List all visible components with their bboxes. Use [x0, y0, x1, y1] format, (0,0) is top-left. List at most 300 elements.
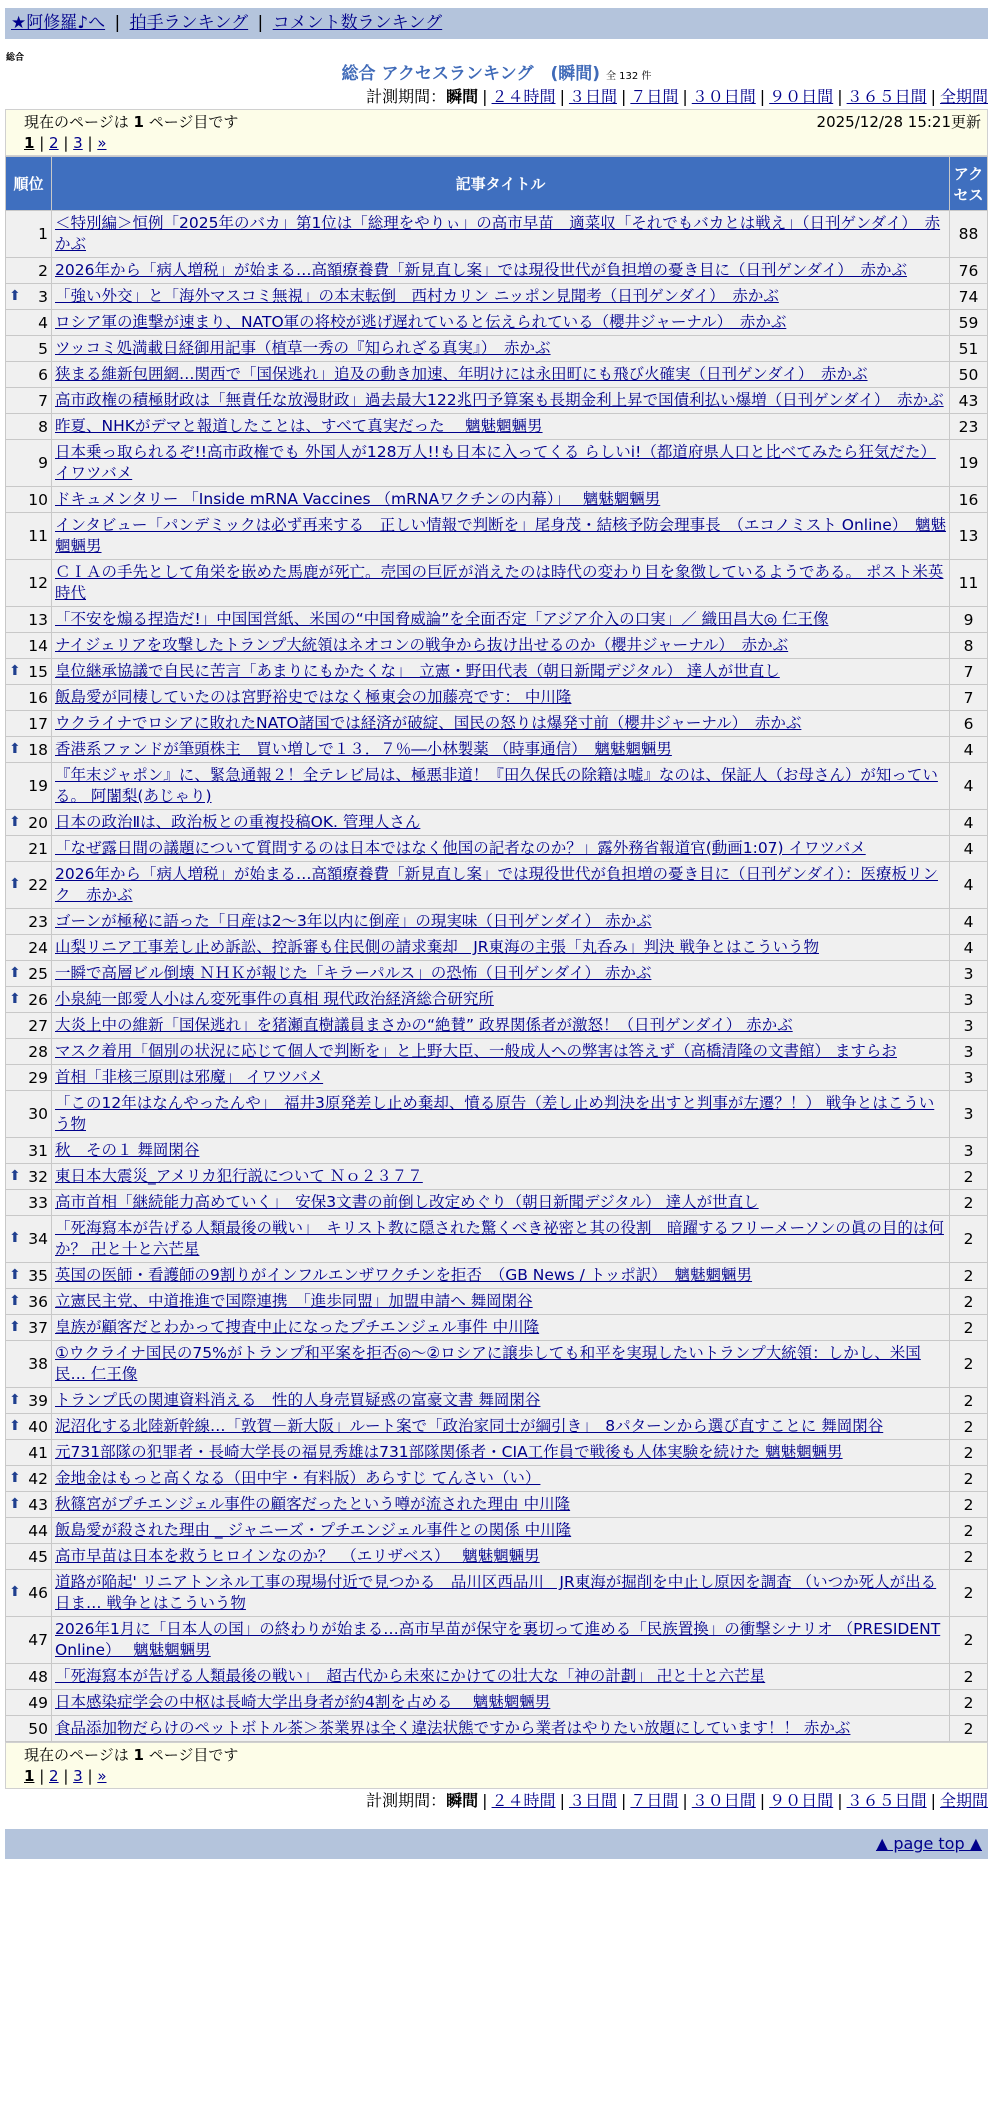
- rank-cell: [6, 810, 52, 836]
- article-link[interactable]: 香港系ファンドが筆頭株主 買い増しで１３．７％―小林製薬 （時事通信） 魑魅魍魎男: [55, 740, 672, 758]
- article-link[interactable]: 食品添加物だらけのペットボトル茶＞茶業界は全く違法状態ですから業者はやりたい放題にしています！！ 赤かぶ: [55, 1719, 851, 1737]
- rank-number: 16: [28, 688, 48, 707]
- title-cell: [52, 1315, 950, 1341]
- pagination: [24, 132, 981, 154]
- period-link[interactable]: ７日間: [630, 1791, 679, 1810]
- period-link[interactable]: ２４時間: [491, 87, 556, 106]
- rank-cell: [6, 737, 52, 763]
- article-link[interactable]: ＜特別編＞恒例「2025年のバカ」第1位は「総理をやりぃ」の高市早苗 適菜収「それでもバカとは戦え」（日刊ゲンダイ） 赤かぶ: [55, 214, 941, 253]
- up-arrow-icon: ⬆: [9, 740, 21, 757]
- rank-number: 37: [28, 1318, 48, 1337]
- title-cell: [52, 211, 950, 258]
- access-count: 50: [950, 362, 988, 388]
- title-cell: [52, 362, 950, 388]
- access-count: 7: [950, 659, 988, 685]
- article-link[interactable]: 一瞬で高層ビル倒壊 ＮＨＫが報じた「キラーパルス」の恐怖（日刊ゲンダイ） 赤かぶ: [55, 964, 652, 982]
- table-row: [6, 1518, 988, 1544]
- table-row: [6, 1315, 988, 1341]
- rank-cell: [6, 1190, 52, 1216]
- access-count: 4: [950, 763, 988, 810]
- access-count: 16: [950, 487, 988, 513]
- up-arrow-icon: ⬆: [9, 287, 21, 304]
- table-row: [6, 836, 988, 862]
- period-link[interactable]: ３６５日間: [846, 87, 927, 106]
- period-separator: |: [837, 87, 843, 106]
- rank-cell: [6, 1315, 52, 1341]
- table-row: [6, 560, 988, 607]
- next-page-link[interactable]: »: [97, 1767, 107, 1785]
- rank-number: 9: [38, 454, 48, 472]
- access-count: 4: [950, 836, 988, 862]
- up-arrow-icon: ⬆: [9, 876, 21, 892]
- article-link[interactable]: 2026年から「病人増税」が始まる…高額療養費「新見直し案」では現役世代が負担増の憂き目に（日刊ゲンダイ） 赤かぶ: [55, 261, 907, 279]
- rank-cell: [6, 1289, 52, 1315]
- title-cell: [52, 1164, 950, 1190]
- access-count: 76: [950, 258, 988, 284]
- rank-number: 26: [28, 990, 48, 1009]
- table-row: [6, 1690, 988, 1716]
- access-count: 2: [950, 1216, 988, 1263]
- table-row: [6, 487, 988, 513]
- access-count: 2: [950, 1388, 988, 1414]
- current-page-text: [24, 112, 238, 132]
- article-link[interactable]: 東日本大震災_アメリカ犯行説について Ｎｏ２３７７: [55, 1167, 423, 1185]
- page-link[interactable]: 3: [73, 134, 83, 152]
- ranking-table: [5, 156, 988, 1742]
- article-link[interactable]: 飯島愛が同棲していたのは宮野裕史ではなく極東会の加藤亮です： 中川隆: [55, 688, 572, 706]
- rank-cell: [6, 1466, 52, 1492]
- rank-number: 17: [28, 714, 48, 733]
- rank-cell: [6, 1039, 52, 1065]
- rank-number: 48: [28, 1667, 48, 1686]
- title-cell: [52, 1388, 950, 1414]
- rank-number: 42: [28, 1469, 48, 1488]
- rank-cell: [6, 1440, 52, 1466]
- rank-number: 49: [28, 1693, 48, 1712]
- title-cell: [52, 836, 950, 862]
- access-count: 59: [950, 310, 988, 336]
- period-separator: |: [482, 87, 488, 106]
- article-link[interactable]: 秋 その１ 舞岡閑谷: [55, 1141, 200, 1159]
- current-page-number: 1: [133, 113, 144, 131]
- rank-number: 38: [28, 1355, 48, 1373]
- access-count: 3: [950, 1091, 988, 1138]
- table-row: [6, 362, 988, 388]
- table-row: [6, 737, 988, 763]
- article-link[interactable]: 高市早苗は日本を救うヒロインなのか？ （エリザベス） 魑魅魍魎男: [55, 1547, 540, 1565]
- access-count: 6: [950, 711, 988, 737]
- table-row: [6, 258, 988, 284]
- page-link[interactable]: 2: [49, 1767, 59, 1785]
- access-count: 11: [950, 560, 988, 607]
- article-link[interactable]: 高市首相「継続能力高めていく」 安保3文書の前倒し改定めぐり（朝日新聞デジタル） 達人が世直し: [55, 1193, 759, 1211]
- rank-cell: [6, 711, 52, 737]
- article-link[interactable]: 昨夏、NHKがデマと報道したことは、すべて真実だった 魑魅魍魎男: [55, 417, 543, 435]
- access-count: 4: [950, 737, 988, 763]
- title-cell: [52, 607, 950, 633]
- rank-number: 20: [28, 813, 48, 832]
- rank-number: 4: [38, 313, 48, 332]
- rank-number: 5: [38, 339, 48, 358]
- rank-cell: [6, 685, 52, 711]
- title-cell: [52, 1617, 950, 1664]
- title-cell: [52, 440, 950, 487]
- page-current: 1: [24, 1767, 35, 1785]
- access-header: アクセス: [950, 157, 988, 211]
- rank-number: 39: [28, 1391, 48, 1410]
- title-cell: [52, 1013, 950, 1039]
- access-count: 3: [950, 987, 988, 1013]
- up-arrow-icon: ⬆: [9, 990, 21, 1007]
- rank-number: 46: [28, 1584, 48, 1602]
- title-cell: [52, 1190, 950, 1216]
- table-row: [6, 1216, 988, 1263]
- up-arrow-icon: ⬆: [9, 813, 21, 830]
- rank-cell: [6, 607, 52, 633]
- access-count: 9: [950, 607, 988, 633]
- rank-cell: [6, 513, 52, 560]
- section-label: 総合: [6, 53, 25, 63]
- nav-separator: |: [114, 13, 121, 33]
- table-row: [6, 1263, 988, 1289]
- article-link[interactable]: 道路が陥起' リニアトンネル工事の現場付近で見つかる 品川区西品川 JR東海が掘削を中止し原因を調査 （いつか死人が出る日ま… 戦争とはこういう物: [55, 1573, 937, 1612]
- access-count: 2: [950, 1315, 988, 1341]
- article-link[interactable]: 皇位継承協議で自民に苦言「あまりにもかたくな」 立憲・野田代表（朝日新聞デジタル） 達人が世直し: [55, 662, 780, 680]
- rank-number: 19: [28, 777, 48, 795]
- article-link[interactable]: 日本の政治Ⅱは、政治板との重複投稿OK. 管理人さん: [55, 813, 421, 831]
- article-link[interactable]: 「強い外交」と「海外マスコミ無視」の本末転倒 西村カリン ニッポン見聞考（日刊ゲンダイ） 赤かぶ: [55, 287, 779, 305]
- page-top-link[interactable]: ▲ page top ▲: [875, 1834, 982, 1853]
- table-row: [6, 1013, 988, 1039]
- title-cell: [52, 414, 950, 440]
- title-cell: [52, 1440, 950, 1466]
- table-row: [6, 1440, 988, 1466]
- rank-number: 3: [38, 287, 48, 306]
- up-arrow-icon: ⬆: [9, 1469, 21, 1486]
- page: [5, 0, 988, 1859]
- rank-cell: [6, 1570, 52, 1617]
- article-link[interactable]: 山梨リニア工事差し止め訴訟、控訴審も住民側の請求棄却 JR東海の主張「丸呑み」判決 戦争とはこういう物: [55, 938, 819, 956]
- rank-cell: [6, 836, 52, 862]
- up-arrow-icon: ⬆: [9, 1391, 21, 1408]
- title-cell: [52, 685, 950, 711]
- title-cell: [52, 659, 950, 685]
- rank-number: 10: [28, 490, 48, 509]
- access-count: 19: [950, 440, 988, 487]
- article-link[interactable]: 2026年1月に「日本人の国」の終わりが始まる…高市早苗が保守を裏切って進める「民族置換」の衝撃シナリオ （PRESIDENT Online） 魑魅魍魎男: [55, 1620, 941, 1659]
- table-row: [6, 1570, 988, 1617]
- rank-number: 24: [28, 938, 48, 957]
- title-cell: [52, 711, 950, 737]
- article-link[interactable]: 日本乗っ取られるぞ!!高市政権でも 外国人が128万人!!も日本に入ってくる らしいi!（都道府県人口と比べてみたら狂気だた） イワツバメ: [55, 443, 936, 482]
- period-link[interactable]: ３日間: [568, 1791, 617, 1810]
- title-cell: [52, 737, 950, 763]
- article-link[interactable]: トランプ氏の関連資料消える 性的人身売買疑惑の富豪文書 舞岡閑谷: [55, 1391, 541, 1409]
- period-link[interactable]: ７日間: [630, 87, 679, 106]
- period-current: 瞬間: [446, 87, 479, 106]
- period-link[interactable]: ２４時間: [491, 1791, 556, 1810]
- rank-number: 27: [28, 1016, 48, 1035]
- article-link[interactable]: 金地金はもっと高くなる（田中宇・有料版）あらすじ てんさい（い）: [55, 1469, 541, 1487]
- rank-cell: [6, 440, 52, 487]
- title-cell: [52, 1138, 950, 1164]
- footer-bar: [5, 1829, 988, 1859]
- rank-cell: [6, 310, 52, 336]
- article-link[interactable]: 2026年から「病人増税」が始まる…高額療養費「新見直し案」では現役世代が負担増の憂き目に（日刊ゲンダイ）：医療板リンク 赤かぶ: [55, 865, 938, 904]
- comment-ranking-link[interactable]: コメント数ランキング: [272, 13, 443, 33]
- article-link[interactable]: ウクライナでロシアに敗れたNATO諸国では経済が破綻、国民の怒りは爆発寸前（櫻井ジャーナル） 赤かぶ: [55, 714, 802, 732]
- title-cell: [52, 1492, 950, 1518]
- article-link[interactable]: 泥沼化する北陸新幹線…「敦賀－新大阪」ルート案で「政治家同士が綱引き」 8パターンから選び直すことに 舞岡閑谷: [55, 1417, 884, 1435]
- period-separator: |: [620, 87, 627, 106]
- page-separator: |: [34, 1767, 50, 1785]
- title-cell: [52, 1716, 950, 1742]
- access-count: 2: [950, 1263, 988, 1289]
- period-separator: |: [837, 1791, 843, 1810]
- article-link[interactable]: ナイジェリアを攻撃したトランプ大統領はネオコンの戦争から抜け出せるのか（櫻井ジャーナル） 赤かぶ: [55, 636, 789, 654]
- rank-cell: [6, 362, 52, 388]
- access-count: 2: [950, 1570, 988, 1617]
- article-link[interactable]: マスク着用「個別の状況に応じて個人で判断を」と上野大臣、一般成人への弊害は答えず（高橋清隆の文書館） ますらお: [55, 1042, 897, 1060]
- article-link[interactable]: 「なぜ露日間の議題について質問するのは日本ではなく他国の記者なのか？」露外務省報道官(動画1:07) イワツバメ: [55, 839, 866, 857]
- table-row: [6, 961, 988, 987]
- rank-cell: [6, 659, 52, 685]
- access-count: 8: [950, 633, 988, 659]
- page-title: [5, 63, 988, 85]
- home-link[interactable]: ★阿修羅♪へ: [11, 13, 106, 33]
- period-selector-bottom: [5, 1789, 988, 1813]
- table-row: [6, 1544, 988, 1570]
- rank-cell: [6, 1013, 52, 1039]
- article-link[interactable]: 皇族が顧客だとわかって捜査中止になったプチエンジェル事件 中川隆: [55, 1318, 540, 1336]
- article-link[interactable]: ①ウクライナ国民の75%がトランプ和平案を拒否◎～②ロシアに譲歩しても和平を実現したいトランプ大統領：しかし、米国民… 仁王像: [55, 1344, 921, 1383]
- paging-status-row: [24, 1745, 981, 1765]
- rank-number: 50: [28, 1719, 48, 1738]
- article-link[interactable]: 日本感染症学会の中枢は長崎大学出身者が約4割を占める 魑魅魍魎男: [55, 1693, 551, 1711]
- page-link[interactable]: 3: [73, 1767, 83, 1785]
- rank-number: 28: [28, 1042, 48, 1061]
- table-row: [6, 862, 988, 909]
- title-cell: [52, 336, 950, 362]
- table-row: [6, 1039, 988, 1065]
- title-cell: [52, 1091, 950, 1138]
- article-link[interactable]: 大炎上中の維新「国保逃れ」を猪瀬直樹議員まさかの“絶賛” 政界関係者が激怒！（日刊ゲンダイ） 赤かぶ: [55, 1016, 793, 1034]
- article-link[interactable]: 狭まる維新包囲網…関西で「国保逃れ」追及の動き加速、年明けには永田町にも飛び火確実（日刊ゲンダイ） 赤かぶ: [55, 365, 868, 383]
- rank-cell: [6, 1388, 52, 1414]
- updated-timestamp: 2025/12/28 15:21更新: [816, 113, 981, 131]
- table-row: [6, 1492, 988, 1518]
- title-cell: [52, 258, 950, 284]
- article-link[interactable]: 「死海寫本が告げる人類最後の戦い」 キリスト教に隠された驚くべき祕密と其の役割 暗躍するフリーメーソンの眞の目的は何か？ 卍と十と六芒星: [55, 1219, 944, 1258]
- title-cell: [52, 487, 950, 513]
- article-link[interactable]: インタビュー「パンデミックは必ず再来する 正しい情報で判断を」尾身茂・結核予防会理事長 （エコノミスト Online） 魑魅魍魎男: [55, 516, 946, 555]
- up-arrow-icon: ⬆: [9, 1167, 21, 1184]
- title-cell: [52, 1518, 950, 1544]
- title-cell: [52, 388, 950, 414]
- table-row: [6, 1164, 988, 1190]
- current-page-prefix: 現在のページは: [24, 1746, 134, 1764]
- access-count: 23: [950, 414, 988, 440]
- rank-cell: [6, 1492, 52, 1518]
- title-cell: [52, 1065, 950, 1091]
- table-row: [6, 211, 988, 258]
- access-count: 3: [950, 961, 988, 987]
- table-row: [6, 1190, 988, 1216]
- rank-cell: [6, 935, 52, 961]
- table-row: [6, 513, 988, 560]
- period-link[interactable]: ９０日間: [769, 1791, 834, 1810]
- access-count: 88: [950, 211, 988, 258]
- article-link[interactable]: 飯島愛が殺された理由 _ ジャニーズ・プチエンジェル事件との関係 中川隆: [55, 1521, 572, 1539]
- table-row: [6, 909, 988, 935]
- article-link[interactable]: 元731部隊の犯罪者・長崎大学長の福見秀雄は731部隊関係者・CIA工作員で戦後も人体実験を続けた 魑魅魍魎男: [55, 1443, 843, 1461]
- period-link[interactable]: 全期間: [939, 1791, 988, 1810]
- up-arrow-icon: ⬆: [9, 964, 21, 981]
- rank-number: 18: [28, 740, 48, 759]
- nav-separator: |: [257, 13, 264, 33]
- page-link[interactable]: 2: [49, 134, 59, 152]
- article-link[interactable]: 秋篠宮がプチエンジェル事件の顧客だったという噂が流された理由 中川隆: [55, 1495, 571, 1513]
- access-count: 43: [950, 388, 988, 414]
- access-count: 4: [950, 810, 988, 836]
- rank-number: 30: [28, 1105, 48, 1123]
- period-selector-top: [5, 85, 988, 109]
- table-row: [6, 388, 988, 414]
- title-cell: [52, 935, 950, 961]
- access-count: 13: [950, 513, 988, 560]
- table-row: [6, 310, 988, 336]
- up-arrow-icon: ⬆: [9, 1318, 21, 1335]
- top-nav-bar: [5, 8, 988, 39]
- access-count: 4: [950, 909, 988, 935]
- access-count: 2: [950, 1414, 988, 1440]
- rank-cell: [6, 487, 52, 513]
- title-cell: [52, 1263, 950, 1289]
- up-arrow-icon: ⬆: [9, 1292, 21, 1309]
- rank-header: 順位: [6, 157, 52, 211]
- rank-number: 43: [28, 1495, 48, 1514]
- access-count: 3: [950, 1138, 988, 1164]
- title-cell: [52, 1570, 950, 1617]
- article-link[interactable]: ロシア軍の進撃が速まり、NATO軍の将校が逃げ遅れていると伝えられている（櫻井ジャーナル） 赤かぶ: [55, 313, 787, 331]
- table-row: [6, 633, 988, 659]
- title-cell: [52, 909, 950, 935]
- title-cell: [52, 284, 950, 310]
- access-count: 2: [950, 1190, 988, 1216]
- access-count: 2: [950, 1289, 988, 1315]
- article-link[interactable]: 「この12年はなんやったんや」 福井3原発差し止め棄却、憤る原告（差し止め判決を出すと判事が左遷？！） 戦争とはこういう物: [55, 1094, 935, 1133]
- rank-cell: [6, 961, 52, 987]
- rank-number: 41: [28, 1443, 48, 1462]
- table-row: [6, 1065, 988, 1091]
- rank-cell: [6, 1341, 52, 1388]
- rank-cell: [6, 211, 52, 258]
- table-row: [6, 1664, 988, 1690]
- rank-cell: [6, 633, 52, 659]
- article-link[interactable]: 立憲民主党、中道推進で国際連携 「進歩同盟」加盟申請へ 舞岡閑谷: [55, 1292, 533, 1310]
- access-count: 3: [950, 1065, 988, 1091]
- access-count: 2: [950, 1544, 988, 1570]
- rank-cell: [6, 1617, 52, 1664]
- table-row: [6, 1414, 988, 1440]
- title-cell: [52, 1466, 950, 1492]
- title-cell: [52, 513, 950, 560]
- period-separator: |: [930, 87, 936, 106]
- access-count: 74: [950, 284, 988, 310]
- page-separator: |: [58, 134, 74, 152]
- article-link[interactable]: 高市政権の積極財政は「無責任な放漫財政」過去最大122兆円予算案も長期金利上昇で国債利払い爆増（日刊ゲンダイ） 赤かぶ: [55, 391, 944, 409]
- period-link[interactable]: 全期間: [939, 87, 988, 106]
- access-count: 2: [950, 1716, 988, 1742]
- current-page-prefix: 現在のページは: [24, 113, 134, 131]
- current-page-number: 1: [133, 1746, 144, 1764]
- rank-number: 13: [28, 610, 48, 629]
- table-row: [6, 1341, 988, 1388]
- article-link[interactable]: 「死海寫本が告げる人類最後の戦い」 超古代から未來にかけての壮大な「神の計劃」 卍と十と六芒星: [55, 1667, 766, 1685]
- access-count: 2: [950, 1492, 988, 1518]
- rank-cell: [6, 1216, 52, 1263]
- table-row: [6, 1138, 988, 1164]
- rank-number: 11: [28, 527, 48, 545]
- article-link[interactable]: 「不安を煽る捏造だ!」中国国営紙、米国の“中国脅威論”を全面否定「アジア介入の口実」／ 織田昌大◎ 仁王像: [55, 610, 829, 628]
- period-link[interactable]: ３０日間: [691, 87, 756, 106]
- access-count: 3: [950, 1013, 988, 1039]
- rank-cell: [6, 388, 52, 414]
- rank-cell: [6, 1690, 52, 1716]
- title-cell: [52, 987, 950, 1013]
- next-page-link[interactable]: »: [97, 134, 107, 152]
- table-row: [6, 1388, 988, 1414]
- up-arrow-icon: ⬆: [9, 662, 21, 679]
- current-page-text: [24, 1745, 238, 1765]
- up-arrow-icon: ⬆: [9, 1417, 21, 1434]
- article-link[interactable]: ツッコミ処満載日経御用記事（植草一秀の『知られざる真実』） 赤かぶ: [55, 339, 551, 357]
- access-count: 2: [950, 1617, 988, 1664]
- article-link[interactable]: ゴーンが極秘に語った「日産は2～3年以内に倒産」の現実味（日刊ゲンダイ） 赤かぶ: [55, 912, 652, 930]
- article-link[interactable]: 『年末ジャポン』に、緊急通報２！全テレビ局は、極悪非道！『田久保氏の除籍は嘘』なのは、保証人（お母さん）が知っている。 阿闍梨(あじゃり): [55, 766, 938, 805]
- period-link[interactable]: ３０日間: [691, 1791, 756, 1810]
- rank-number: 34: [28, 1230, 48, 1248]
- access-count: 7: [950, 685, 988, 711]
- article-link[interactable]: 小泉純一郎愛人小はん変死事件の真相 現代政治経済総合研究所: [55, 990, 494, 1008]
- period-link[interactable]: ３６５日間: [846, 1791, 927, 1810]
- table-row: [6, 763, 988, 810]
- table-header-row: [6, 157, 988, 211]
- rank-number: 12: [28, 574, 48, 592]
- rank-cell: [6, 258, 52, 284]
- rank-number: 6: [38, 365, 48, 384]
- access-count: 2: [950, 1690, 988, 1716]
- article-link[interactable]: ＣＩＡの手先として角栄を嵌めた馬鹿が死亡。売国の巨匠が消えたのは時代の変わり目を象徴しているようである。 ポスト米英時代: [55, 563, 944, 602]
- period-separator: |: [759, 1791, 766, 1810]
- rank-cell: [6, 1091, 52, 1138]
- period-current: 瞬間: [446, 1791, 479, 1810]
- rank-cell: [6, 414, 52, 440]
- article-link[interactable]: 首相「非核三原則は邪魔」 イワツバメ: [55, 1068, 324, 1086]
- access-count: 2: [950, 1164, 988, 1190]
- rank-cell: [6, 1716, 52, 1742]
- title-cell: [52, 862, 950, 909]
- rank-number: 33: [28, 1193, 48, 1212]
- article-link[interactable]: 英国の医師・看護師の9割りがインフルエンザワクチンを拒否 （GB News / トッポ訳） 魑魅魍魎男: [55, 1266, 753, 1284]
- article-link[interactable]: ドキュメンタリー 「Inside mRNA Vaccines （mRNAワクチンの内幕）」 魑魅魍魎男: [55, 490, 661, 508]
- clap-ranking-link[interactable]: 拍手ランキング: [129, 13, 249, 33]
- period-link[interactable]: ３日間: [568, 87, 617, 106]
- period-separator: |: [682, 1791, 688, 1810]
- rank-cell: [6, 1518, 52, 1544]
- page-separator: |: [34, 134, 50, 152]
- period-link[interactable]: ９０日間: [769, 87, 834, 106]
